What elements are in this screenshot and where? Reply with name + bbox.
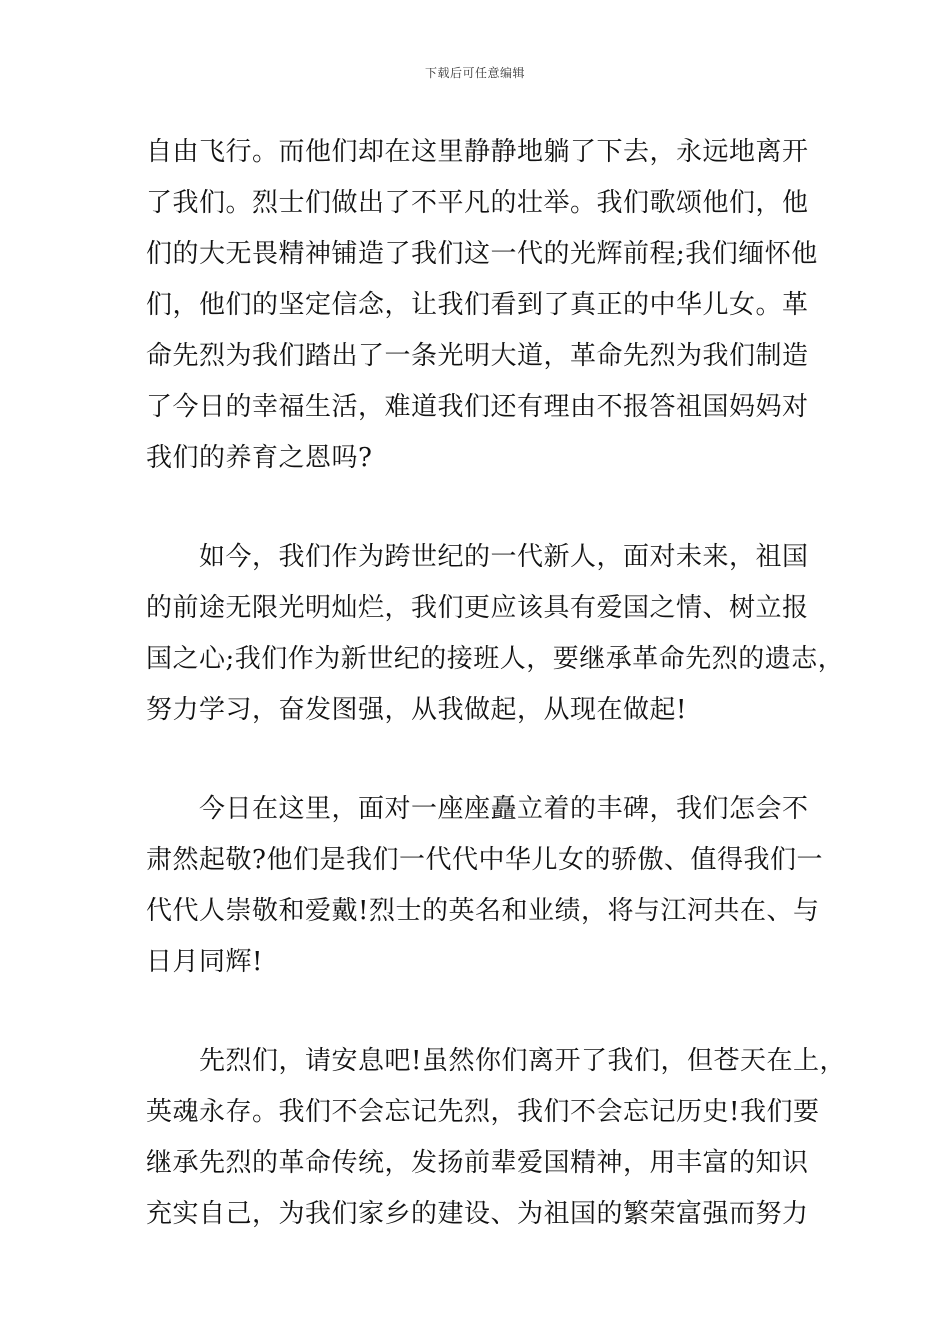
document-body — [146, 127, 846, 1240]
paragraph-line: 今日在这里，面对一座座矗立着的丰碑，我们怎会不 — [199, 794, 809, 824]
paragraph-line: 肃然起敬?他们是我们一代代中华儿女的骄傲、值得我们一 — [146, 845, 823, 875]
paragraph-line: 努力学习，奋发图强，从我做起，从现在做起! — [146, 695, 687, 725]
paragraph-line: 我们的养育之恩吗? — [146, 443, 373, 473]
paragraph-line: 如今，我们作为跨世纪的一代新人，面对未来，祖国 — [199, 542, 809, 572]
paragraph-line: 国之心;我们作为新世纪的接班人，要继承革命先烈的遗志， — [146, 644, 845, 674]
paragraph-line: 英魂永存。我们不会忘记先烈，我们不会忘记历史!我们要 — [146, 1097, 820, 1127]
paragraph-line: 先烈们，请安息吧!虽然你们离开了我们，但苍天在上， — [199, 1046, 846, 1076]
paragraph-line: 命先烈为我们踏出了一条光明大道，革命先烈为我们制造 — [146, 341, 809, 371]
paragraph-line: 们的大无畏精神铺造了我们这一代的光辉前程;我们缅怀他 — [146, 239, 818, 269]
paragraph-spacer — [146, 988, 808, 1036]
paragraph-3 — [146, 784, 823, 988]
paragraph-line: 继承先烈的革命传统，发扬前辈爱国精神，用丰富的知识 — [146, 1148, 809, 1178]
paragraph-line: 日月同辉! — [146, 947, 263, 977]
paragraph-line: 的前途无限光明灿烂，我们更应该具有爱国之情、树立报 — [146, 593, 809, 623]
paragraph-4 — [146, 1036, 846, 1240]
paragraph-spacer — [146, 736, 808, 784]
page-header: 下载后可任意编辑 — [424, 66, 525, 80]
paragraph-line: 充实自己，为我们家乡的建设、为祖国的繁荣富强而努力 — [146, 1199, 809, 1229]
paragraph-line: 自由飞行。而他们却在这里静静地躺了下去，永远地离开 — [146, 137, 809, 167]
paragraph-line: 们，他们的坚定信念，让我们看到了真正的中华儿女。革 — [146, 290, 809, 320]
paragraph-line: 代代人崇敬和爱戴!烈士的英名和业绩，将与江河共在、与 — [146, 896, 820, 926]
paragraph-spacer — [146, 484, 808, 532]
paragraph-line: 了我们。烈士们做出了不平凡的壮举。我们歌颂他们，他 — [146, 188, 809, 218]
paragraph-1 — [146, 127, 818, 484]
paragraph-2 — [146, 532, 845, 736]
paragraph-line: 了今日的幸福生活，难道我们还有理由不报答祖国妈妈对 — [146, 392, 809, 422]
